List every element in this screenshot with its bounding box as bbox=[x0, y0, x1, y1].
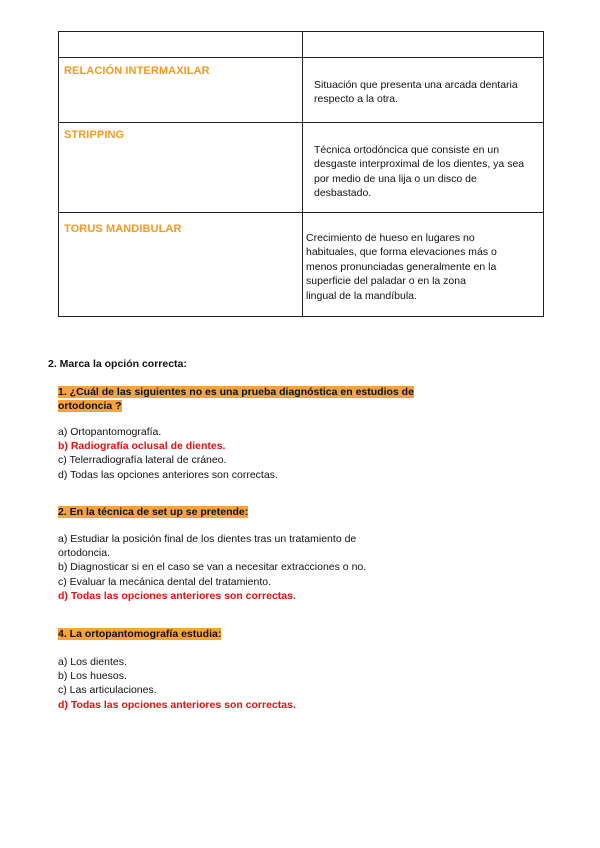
option-b-correct: b) Radiografía oclusal de dientes. bbox=[58, 440, 226, 453]
definition-line: superficie del paladar o en la zona bbox=[306, 275, 466, 288]
definition-line: lingual de la mandíbula. bbox=[306, 289, 417, 302]
definition-line: respecto a la otra. bbox=[314, 93, 399, 106]
question-title-line: 2. En la técnica de set up se pretende: bbox=[58, 506, 249, 518]
option-c: c) Telerradiografía lateral de cráneo. bbox=[58, 454, 227, 467]
term-torus-mandibular: TORUS MANDIBULAR bbox=[64, 223, 182, 235]
definition-line: Situación que presenta una arcada dentaria bbox=[314, 79, 518, 91]
definition-stripping bbox=[314, 143, 524, 201]
definition-relacion-intermaxilar bbox=[314, 78, 518, 107]
option-c: c) Evaluar la mecánica dental del tratamiento. bbox=[58, 575, 272, 588]
row-divider bbox=[59, 212, 543, 213]
question-2-options bbox=[58, 532, 366, 603]
question-1-options bbox=[58, 425, 278, 482]
section-title: 2. Marca la opción correcta: bbox=[48, 358, 187, 370]
option-a-continued: ortodoncia. bbox=[58, 547, 110, 560]
definition-line: desbastado. bbox=[314, 187, 372, 200]
term-relacion-intermaxilar: RELACIÓN INTERMAXILAR bbox=[64, 65, 210, 77]
row-divider bbox=[59, 57, 543, 58]
question-2-title bbox=[58, 505, 248, 519]
option-a: a) Los dientes. bbox=[58, 656, 127, 668]
option-d: d) Todas las opciones anteriores son correctas. bbox=[58, 468, 278, 481]
option-d-correct: d) Todas las opciones anteriores son correctas. bbox=[58, 698, 296, 711]
question-title-line: 1. ¿Cuál de las siguientes no es una prueba diagnóstica en estudios de bbox=[58, 386, 414, 398]
question-4-options bbox=[58, 655, 296, 712]
definition-line: habituales, que forma elevaciones más o bbox=[306, 246, 497, 259]
option-a: a) Estudiar la posición final de los dientes tras un tratamiento de bbox=[58, 533, 357, 545]
definition-line: desgaste interproximal de los dientes, ya sea bbox=[314, 158, 525, 171]
question-4-title bbox=[58, 627, 221, 641]
question-title-line: 4. La ortopantomografía estudia: bbox=[58, 628, 222, 640]
definition-line: por medio de una lija o un disco de bbox=[314, 172, 477, 185]
option-c: c) Las articulaciones. bbox=[58, 684, 157, 697]
question-1-title bbox=[58, 385, 414, 414]
option-b: b) Diagnosticar si en el caso se van a necesitar extracciones o no. bbox=[58, 561, 367, 574]
term-stripping: STRIPPING bbox=[64, 129, 125, 141]
definition-line: Crecimiento de hueso en lugares no bbox=[306, 232, 475, 244]
question-title-line: ortodoncia ? bbox=[58, 400, 122, 413]
definition-line: Técnica ortodóncica que consiste en un bbox=[314, 144, 500, 156]
row-divider bbox=[59, 122, 543, 123]
column-divider bbox=[302, 32, 303, 316]
option-d-correct: d) Todas las opciones anteriores son correctas. bbox=[58, 589, 296, 602]
definition-line: menos pronunciadas generalmente en la bbox=[306, 260, 497, 273]
option-b: b) Los huesos. bbox=[58, 670, 127, 683]
glossary-table bbox=[58, 31, 544, 317]
definition-torus-mandibular bbox=[306, 231, 497, 303]
option-a: a) Ortopantomografía. bbox=[58, 426, 162, 438]
